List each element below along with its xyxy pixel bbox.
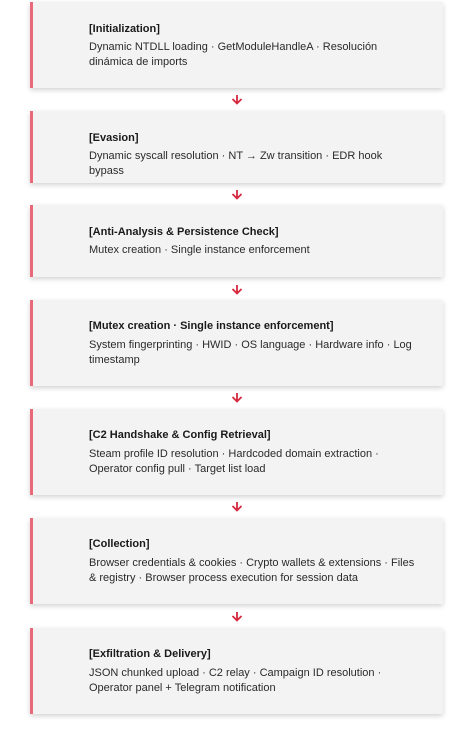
stage-title: [Initialization] xyxy=(89,23,160,35)
stage-description: Dynamic syscall resolution · NT → Zw transition · EDR hook bypass xyxy=(89,150,383,177)
stage-accent-bar xyxy=(30,205,33,277)
stage-description: JSON chunked upload · C2 relay · Campaign ID resolution · Operator panel + Telegram notification xyxy=(89,667,382,694)
stage-accent-bar xyxy=(30,111,33,183)
down-arrow-icon xyxy=(231,95,243,105)
stage-accent-bar xyxy=(30,300,33,386)
stage-initialization xyxy=(30,2,443,88)
down-arrow-icon xyxy=(231,502,243,512)
stage-accent-bar xyxy=(30,409,33,495)
stage-description: Browser credentials & cookies · Crypto wallets & extensions · Files & registry · Browser process execution for session data xyxy=(89,557,415,584)
stage-collection xyxy=(30,518,443,604)
down-arrow-icon xyxy=(231,612,243,622)
stage-c2-handshake xyxy=(30,409,443,495)
stage-accent-bar xyxy=(30,2,33,88)
stage-exfiltration xyxy=(30,628,443,714)
stage-anti-analysis xyxy=(30,205,443,277)
stage-accent-bar xyxy=(30,518,33,604)
stage-mutex-creation xyxy=(30,300,443,386)
stage-title: [Anti-Analysis & Persistence Check] xyxy=(89,226,279,238)
stage-description: System fingerprinting · HWID · OS language · Hardware info · Log timestamp xyxy=(89,339,412,366)
stage-title: [Collection] xyxy=(89,538,150,550)
stage-accent-bar xyxy=(30,628,33,714)
stage-description: Steam profile ID resolution · Hardcoded domain extraction · Operator config pull · Target list load xyxy=(89,448,379,475)
down-arrow-icon xyxy=(231,190,243,200)
down-arrow-icon xyxy=(231,285,243,295)
stage-title: [Evasion] xyxy=(89,132,139,144)
stage-description: Mutex creation · Single instance enforcement xyxy=(89,244,310,256)
stage-title: [Exfiltration & Delivery] xyxy=(89,648,211,660)
stage-title: [C2 Handshake & Config Retrieval] xyxy=(89,429,271,441)
stage-title: [Mutex creation · Single instance enforcement] xyxy=(89,320,334,332)
down-arrow-icon xyxy=(231,393,243,403)
stage-evasion xyxy=(30,111,443,183)
stage-description: Dynamic NTDLL loading · GetModuleHandleA · Resolución dinámica de imports xyxy=(89,41,378,68)
